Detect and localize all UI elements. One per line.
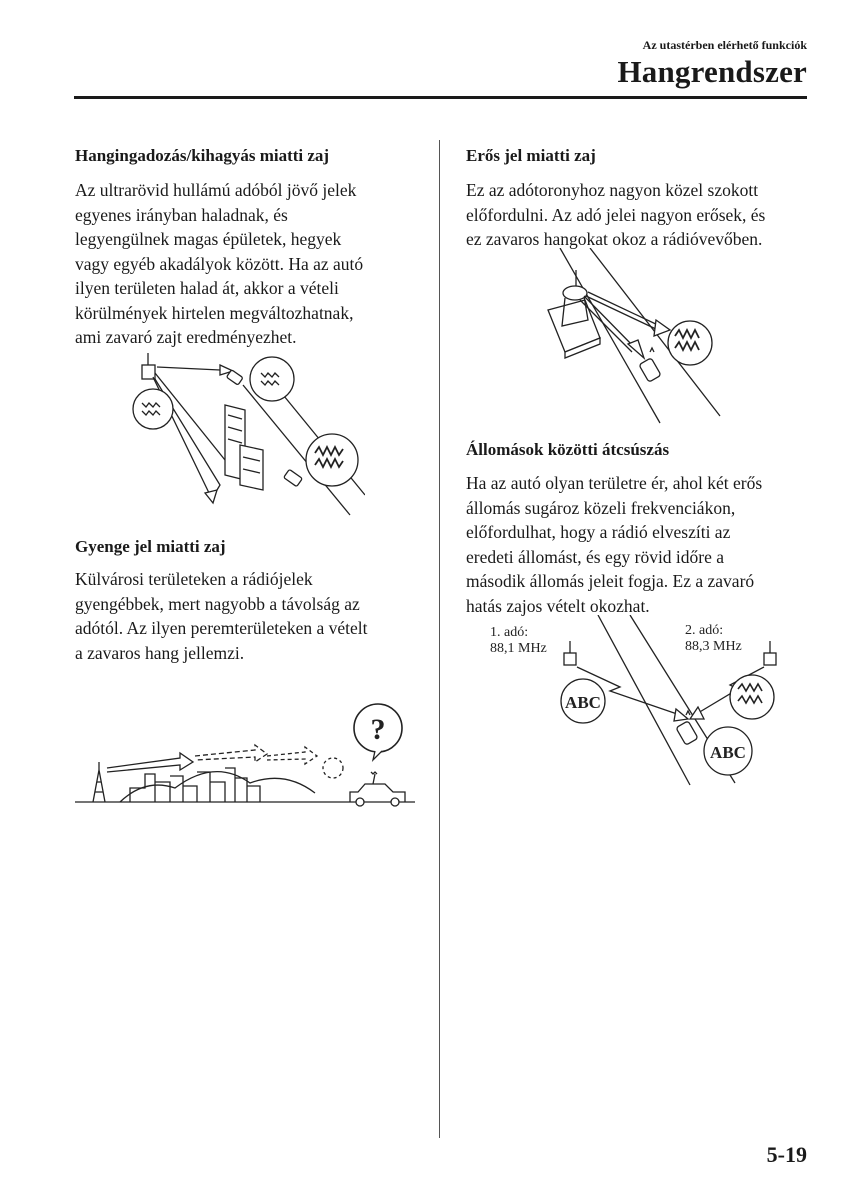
text-line: legyengülnek magas épületek, hegyek	[75, 229, 342, 249]
section-body-fading	[75, 178, 425, 350]
station1-label: 1. adó:	[490, 625, 529, 640]
station1-frequency: 88,1 MHz	[490, 641, 547, 656]
page-title: Hangrendszer	[617, 54, 807, 89]
text-line: gyengébbek, mert nagyobb a távolság az	[75, 593, 360, 614]
column-divider	[439, 140, 440, 1138]
section-body-strong	[466, 178, 816, 252]
text-line: Ez az adótoronyhoz nagyon közel szokott	[466, 180, 759, 200]
section-heading-strong: Erős jel miatti zaj	[466, 146, 596, 165]
abc-bubble-text: ABC	[565, 693, 601, 712]
text-line: előfordulni. Az adó jelei nagyon erősek, és	[466, 204, 766, 225]
header-subtitle: Az utastérben elérhető funkciók	[642, 38, 807, 52]
section-body-weak	[75, 567, 425, 665]
text-line: ami zavaró zajt eredményezhet.	[75, 327, 297, 347]
text-line: második állomás jeleit fogja. Ez a zavaró	[466, 571, 755, 591]
section-heading-fading: Hangingadozás/kihagyás miatti zaj	[75, 146, 330, 165]
fading-illustration	[125, 345, 365, 520]
text-line: eredeti állomást, és egy rövid időre a	[466, 546, 725, 567]
page-number: 5-19	[766, 1142, 807, 1167]
text-line: ilyen területen halad át, akkor a vételi	[75, 278, 339, 298]
text-line: Az ultrarövid hullámú adóból jövő jelek	[75, 180, 357, 200]
text-line: egyenes irányban haladnak, és	[75, 204, 288, 225]
station2-label: 2. adó:	[685, 623, 724, 638]
text-line: előfordulhat, hogy a rádió elveszíti az	[466, 522, 731, 542]
section-heading-weak: Gyenge jel miatti zaj	[75, 537, 226, 556]
text-line: vagy egyéb akadályok között. Ha az autó	[75, 253, 364, 274]
weak-signal-illustration	[75, 698, 415, 808]
text-line: a zavaros hang jellemzi.	[75, 642, 245, 663]
text-line: ez zavaros hangokat okoz a rádióvevőben.	[466, 229, 763, 249]
text-line: Külvárosi területeken a rádiójelek	[75, 569, 313, 589]
section-body-overlap	[466, 471, 816, 618]
station2-frequency: 88,3 MHz	[685, 639, 742, 654]
abc-noisy-bubble-text: ABC	[710, 743, 746, 762]
strong-signal-illustration	[540, 248, 730, 428]
header-rule	[74, 96, 807, 99]
text-line: Ha az autó olyan területre ér, ahol két erős	[466, 473, 763, 493]
overlap-illustration	[480, 615, 790, 790]
text-line: állomás sugároz közeli frekvenciákon,	[466, 497, 736, 518]
text-line: körülmények hirtelen megváltozhatnak,	[75, 302, 354, 323]
section-heading-overlap: Állomások közötti átcsúszás	[466, 440, 670, 459]
text-line: adótól. Az ilyen peremterületeken a vételt	[75, 618, 368, 638]
text-line: hatás zajos vételt okozhat.	[466, 595, 650, 616]
question-mark-icon: ?	[370, 713, 386, 746]
